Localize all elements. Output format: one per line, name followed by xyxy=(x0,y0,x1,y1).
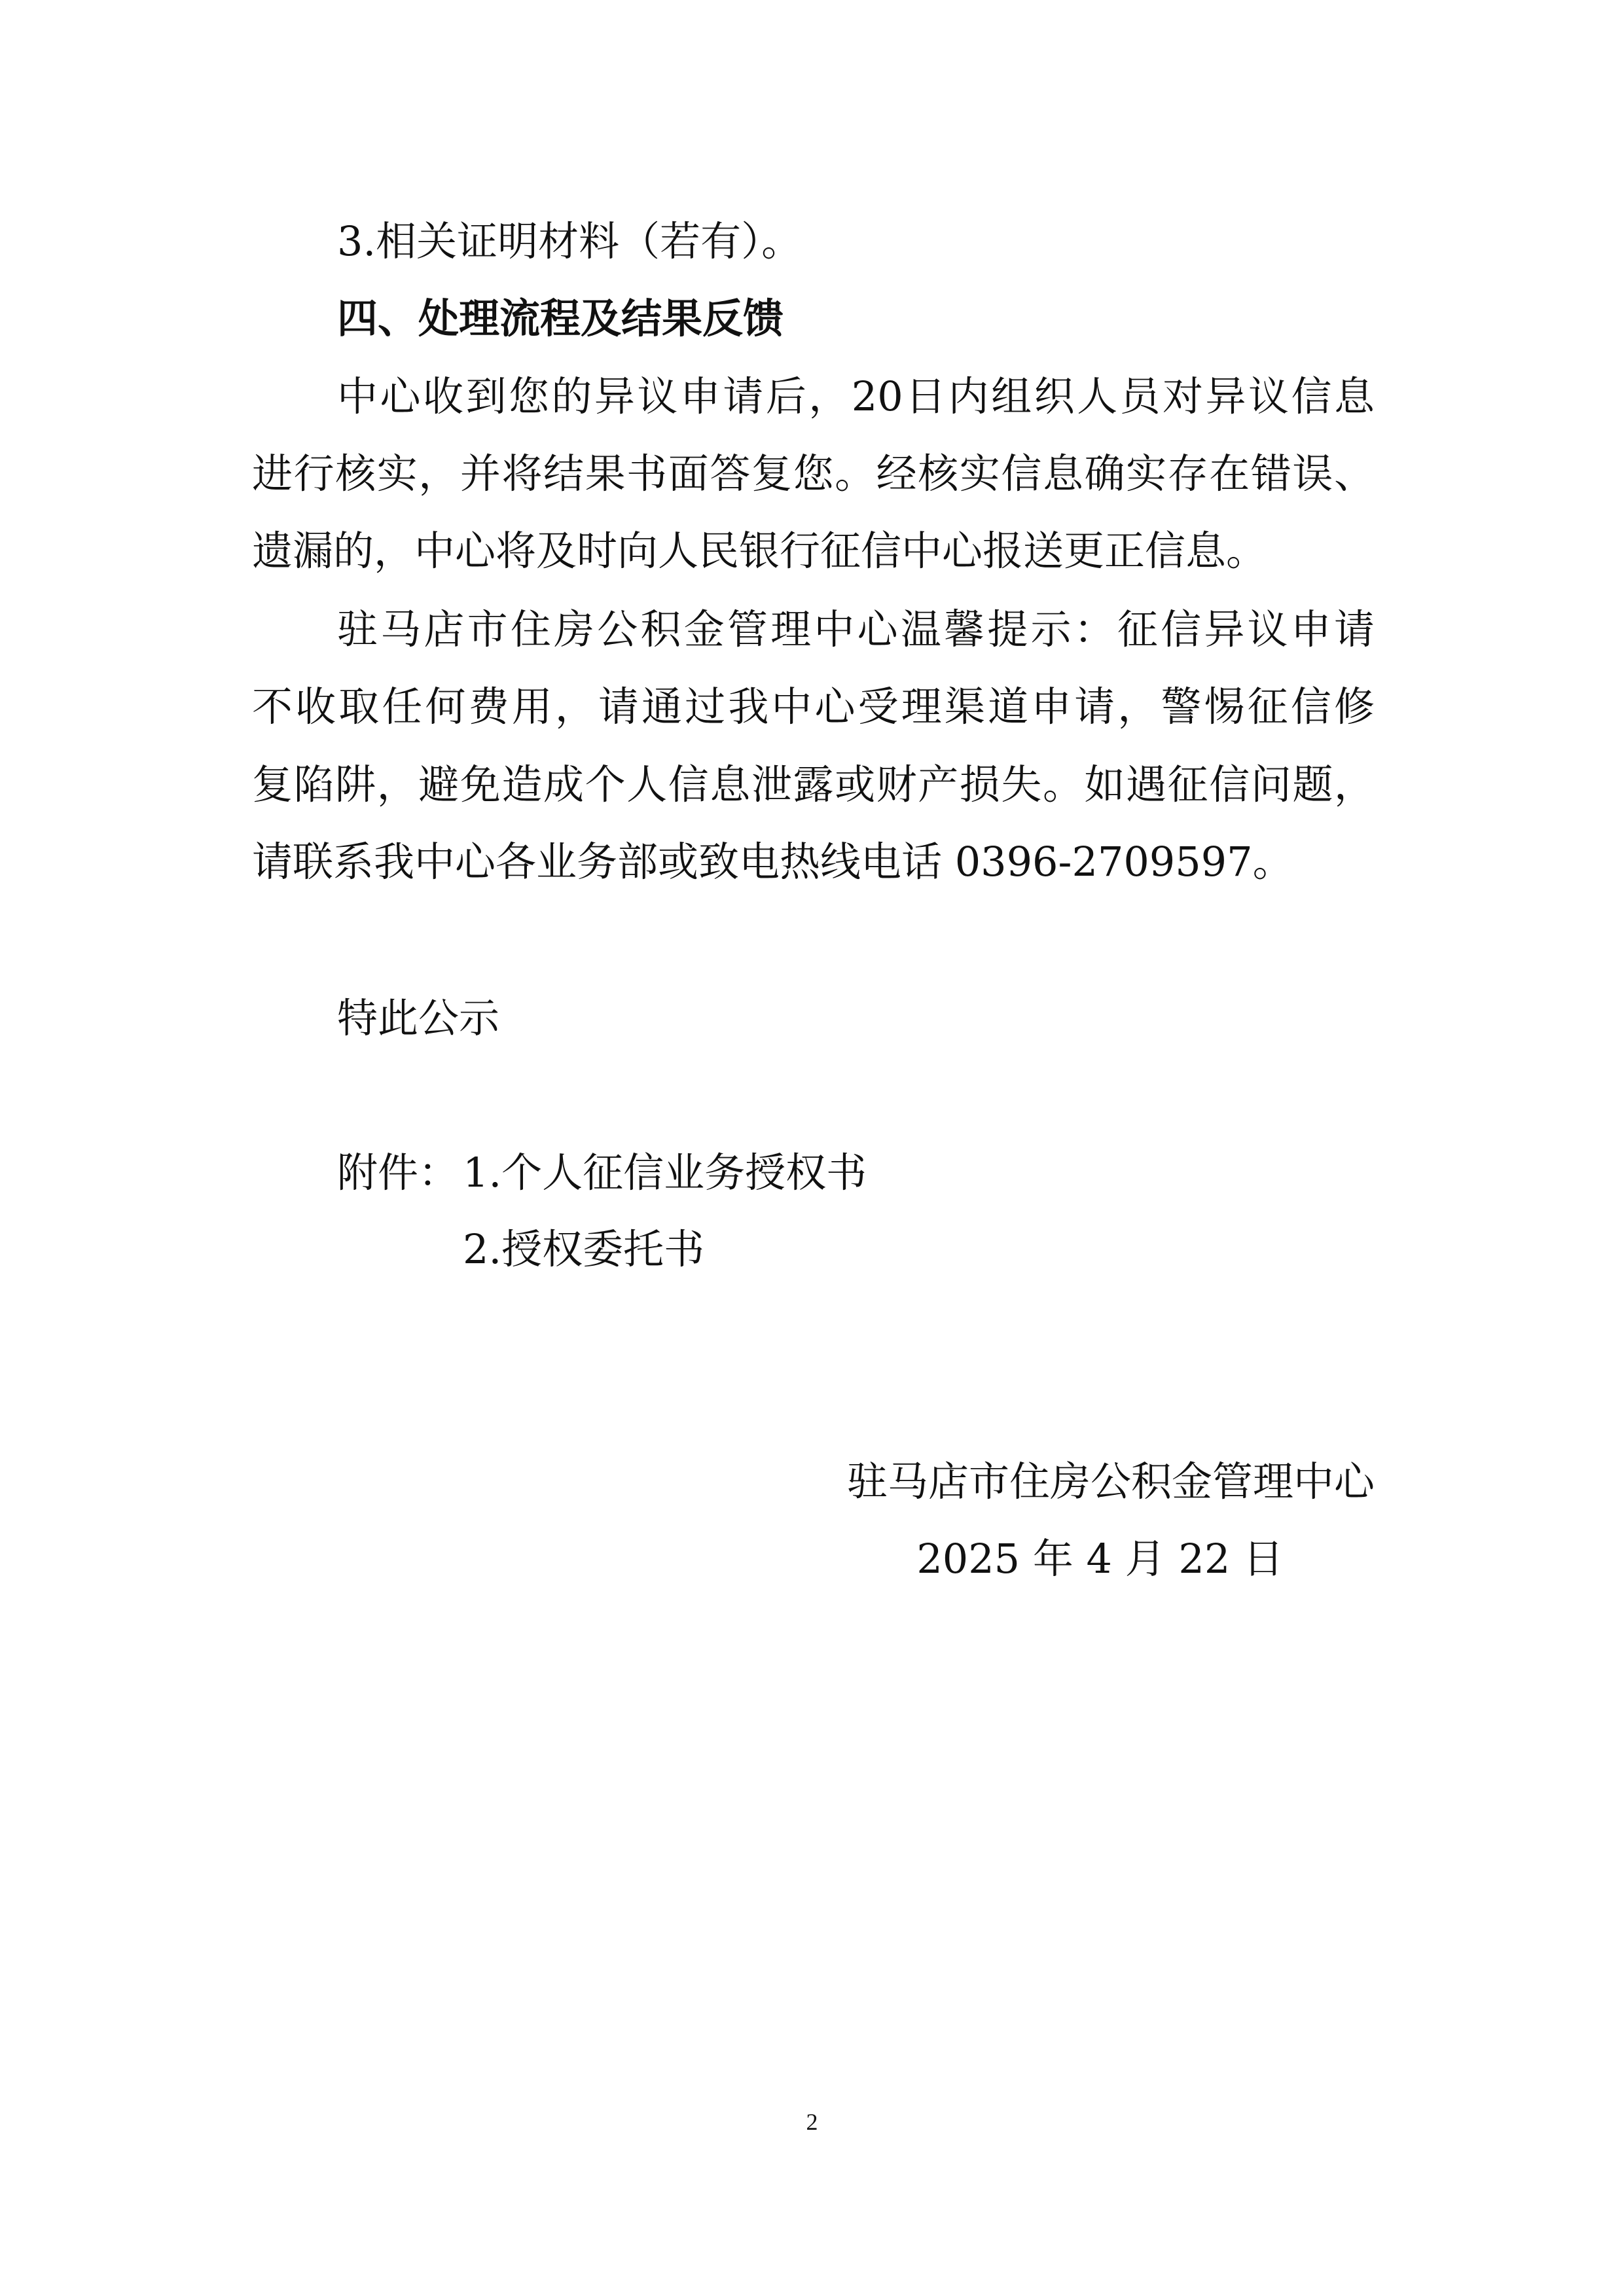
signature-organization: 驻马店市住房公积金管理中心 xyxy=(846,1458,1375,1505)
paragraph-line: 请联系我中心各业务部或致电热线电话 0396-2709597。 xyxy=(252,838,1293,886)
paragraph-line: 驻马店市住房公积金管理中心温馨提示：征信异议申请 xyxy=(337,605,1375,653)
attachment-item: 2.授权委托书 xyxy=(463,1225,705,1273)
paragraph-line: 复陷阱，避免造成个人信息泄露或财产损失。如遇征信问题， xyxy=(252,761,1375,808)
announcement-text: 特此公示 xyxy=(337,994,500,1042)
paragraph-line: 不收取任何费用，请通过我中心受理渠道申请，警惕征信修 xyxy=(252,683,1375,730)
paragraph-line: 遗漏的，中心将及时向人民银行征信中心报送更正信息。 xyxy=(252,527,1267,575)
attachments-label: 附件： xyxy=(337,1149,460,1196)
section-4-heading: 四、处理流程及结果反馈 xyxy=(337,295,784,342)
page-number: 2 xyxy=(806,2109,818,2135)
attachment-item: 1.个人征信业务授权书 xyxy=(463,1149,867,1196)
paragraph-line: 中心收到您的异议申请后，20日内组织人员对异议信息 xyxy=(337,372,1375,420)
paragraph-line: 进行核实，并将结果书面答复您。经核实信息确实存在错误、 xyxy=(252,450,1375,497)
signature-date: 2025 年 4 月 22 日 xyxy=(916,1535,1284,1583)
list-item-3: 3.相关证明材料（若有）。 xyxy=(337,217,803,265)
